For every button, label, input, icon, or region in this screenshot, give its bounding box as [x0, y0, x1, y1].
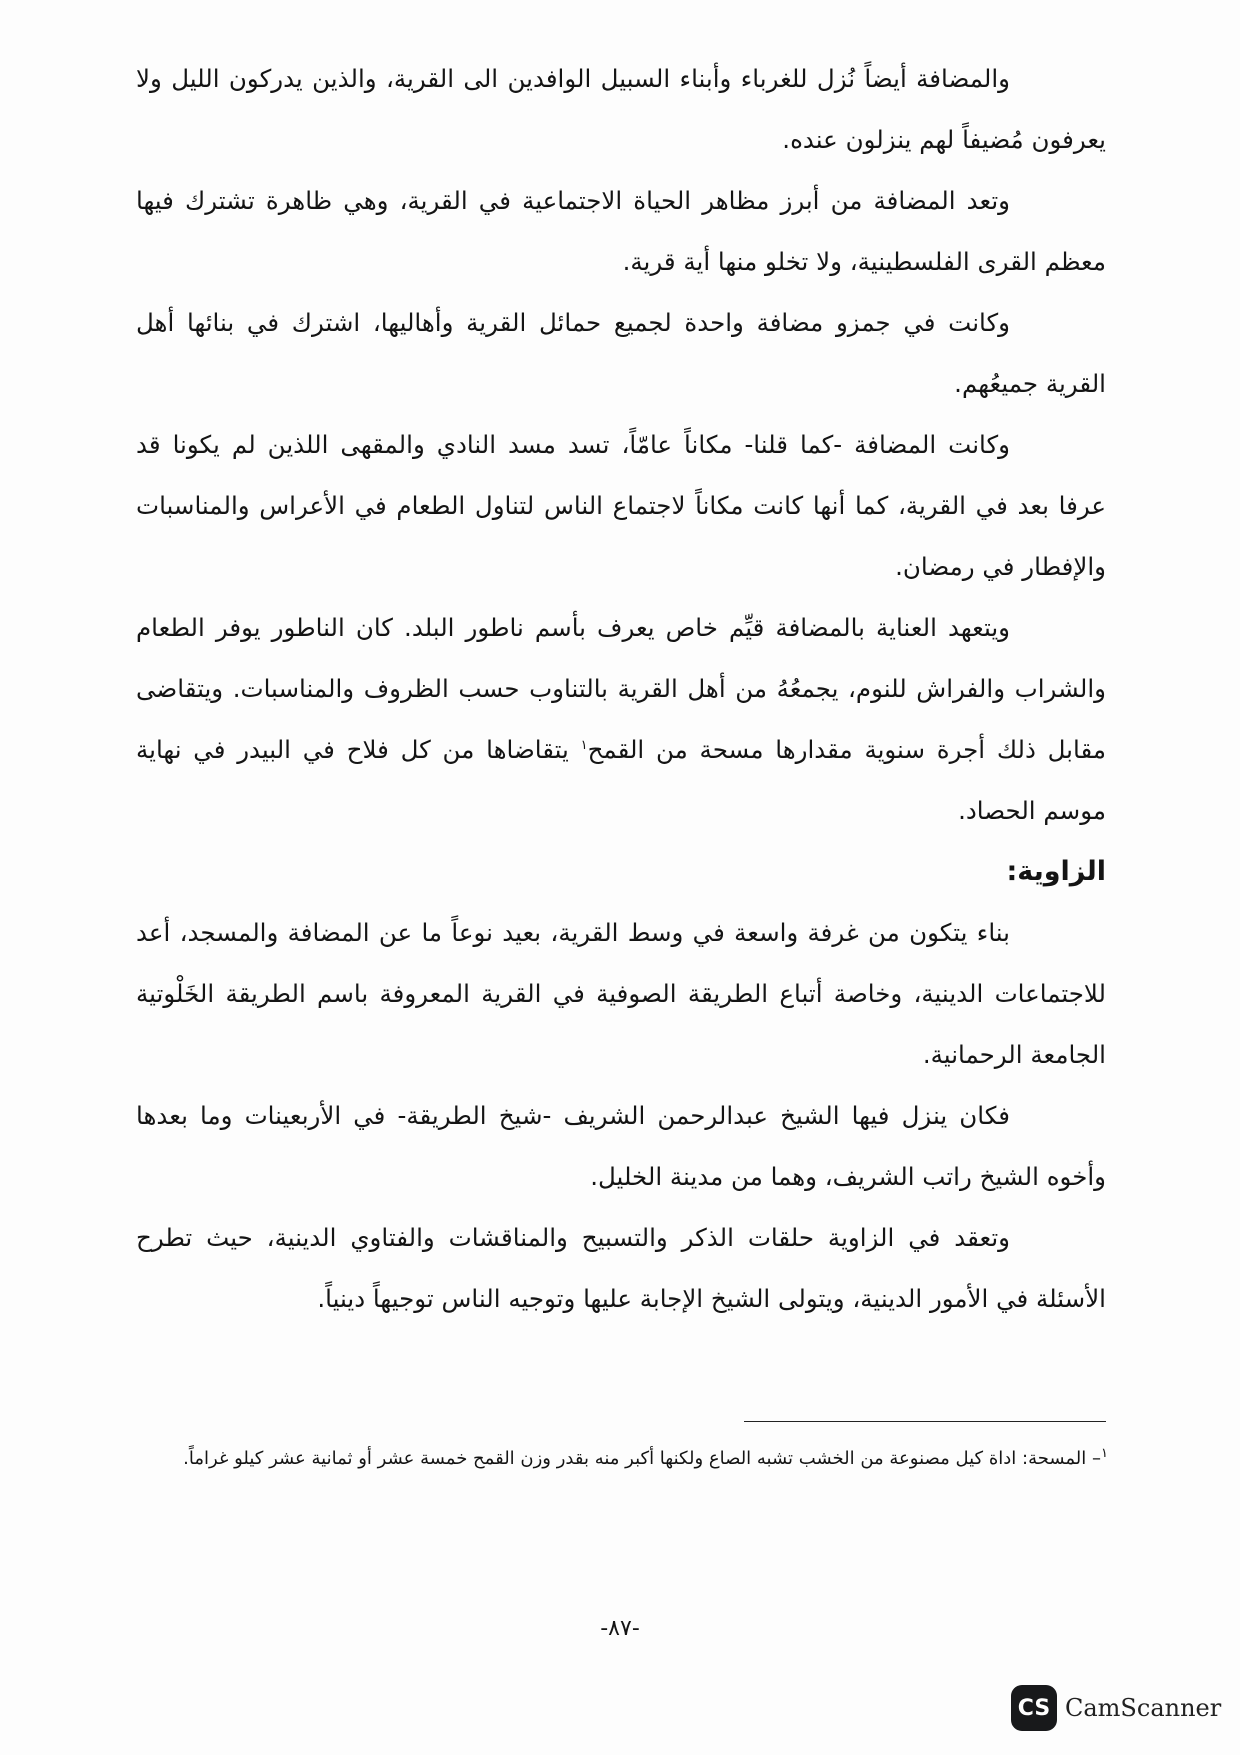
footnote — [150, 1440, 1108, 1478]
body-text — [136, 48, 1106, 1329]
section-heading: الزاوية: — [1006, 856, 1106, 887]
paragraph: فكان ينزل فيها الشيخ عبدالرحمن الشريف -شيخ الطريقة- في الأربعينات وما بعدها وأخوه الشيخ راتب الشريف، وهما من مدينة الخليل. — [136, 1101, 1106, 1191]
footnote-marker: ١ — [1101, 1446, 1108, 1461]
paragraph: وتعد المضافة من أبرز مظاهر الحياة الاجتماعية في القرية، وهي ظاهرة تشترك فيها معظم القرى الفلسطينية، ولا تخلو منها أية قرية. — [136, 186, 1106, 276]
paragraph: وتعقد في الزاوية حلقات الذكر والتسبيح والمناقشات والفتاوي الدينية، حيث تطرح الأسئلة في الأمور الدينية، ويتولى الشيخ الإجابة عليها وتوجيه الناس توجيهاً دينياً. — [136, 1223, 1106, 1313]
paragraph: وكانت في جمزو مضافة واحدة لجميع حمائل القرية وأهاليها، اشترك في بنائها أهل القرية جميعُهم. — [136, 308, 1106, 398]
footnote-divider — [744, 1421, 1106, 1422]
camscanner-label: CamScanner — [1065, 1694, 1222, 1722]
page-number: -٨٧- — [600, 1616, 640, 1641]
camscanner-logo-icon: CS — [1011, 1685, 1057, 1731]
paragraph: والمضافة أيضاً نُزل للغرباء وأبناء السبيل الوافدين الى القرية، والذين يدركون الليل ولا يعرفون مُضيفاً لهم ينزلون عنده. — [136, 64, 1106, 154]
paragraph-text-continued: يتقاضاها من كل فلاح في البيدر في نهاية موسم الحصاد. — [136, 735, 1106, 825]
camscanner-watermark — [1011, 1685, 1221, 1731]
paragraph: وكانت المضافة -كما قلنا- مكاناً عامّاً، تسد مسد النادي والمقهى اللذين لم يكونا قد عرفا بعد في القرية، كما أنها كانت مكاناً لاجتماع الناس لتناول الطعام في الأعراس والمناسبات والإفطار في رمضان. — [136, 430, 1106, 581]
paragraph-with-footnote — [136, 597, 1106, 841]
paragraph-text: ويتعهد العناية بالمضافة قيِّم خاص يعرف بأسم ناطور البلد. كان الناطور يوفر الطعام والشراب والفراش للنوم، يجمعُهُ من أهل القرية بالتناوب حسب الظروف والمناسبات. ويتقاضى مقابل ذلك أجرة سنوية مقدارها مسحة من القمح — [136, 613, 1106, 764]
footnote-reference: ١ — [580, 737, 588, 753]
paragraph: بناء يتكون من غرفة واسعة في وسط القرية، بعيد نوعاً ما عن المضافة والمسجد، أعد للاجتماعات الدينية، وخاصة أتباع الطريقة الصوفية في القرية المعروفة باسم الطريقة الخَلْوتية الجامعة الرحمانية. — [136, 918, 1106, 1069]
footnote-text: – المسحة: اداة كيل مصنوعة من الخشب تشبه الصاع ولكنها أكبر منه بقدر وزن القمح خمسة عشر أو ثمانية عشر كيلو غراماً. — [183, 1448, 1102, 1469]
